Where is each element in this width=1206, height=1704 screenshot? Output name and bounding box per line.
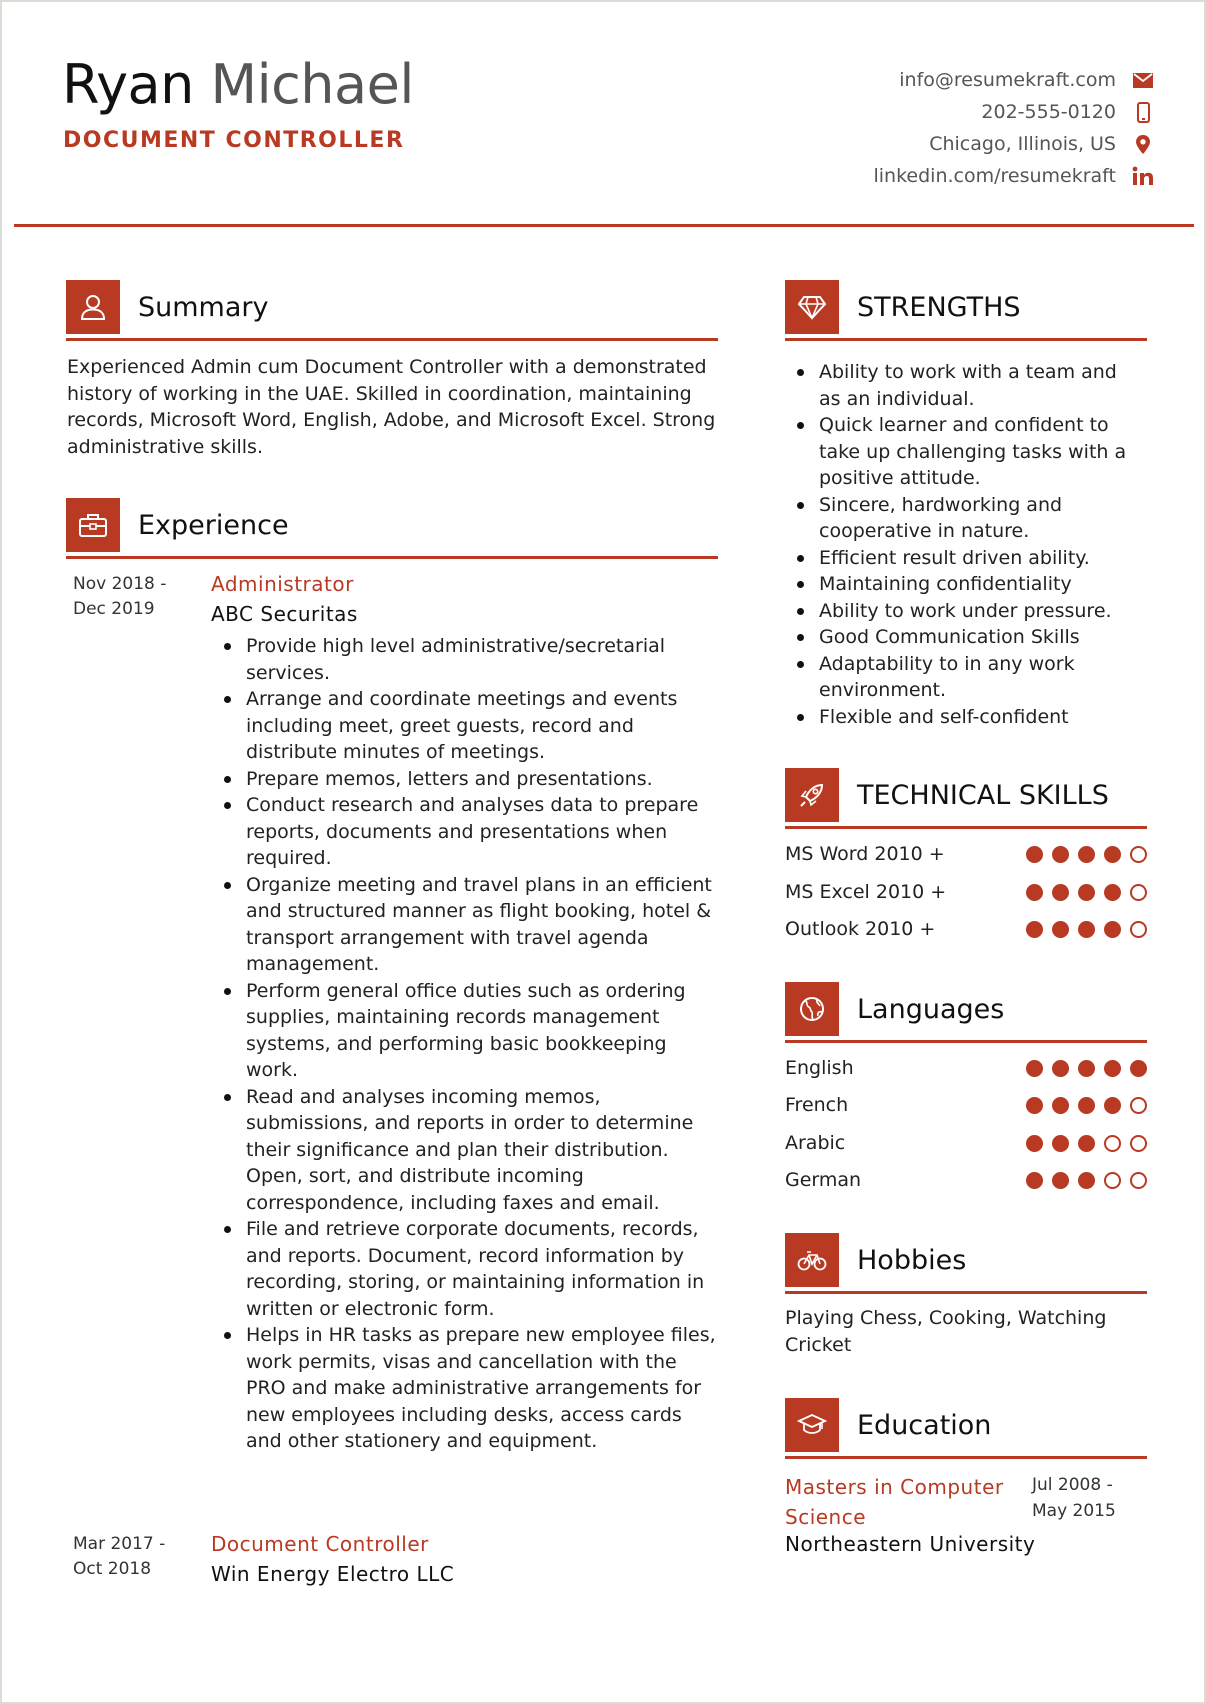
hobbies-heading (785, 1233, 966, 1287)
language-row (785, 1165, 1147, 1195)
rating-dots (1026, 1097, 1147, 1114)
header-divider (14, 224, 1194, 227)
job-company: Win Energy Electro LLC (211, 1562, 455, 1586)
job-role: Administrator (211, 572, 354, 596)
summary-divider (66, 338, 718, 341)
rating-dot-filled (1078, 1097, 1095, 1114)
rating-dots (1026, 1135, 1147, 1152)
strengths-heading (785, 280, 1021, 334)
globe-icon (785, 982, 839, 1036)
rating-dot-empty (1130, 1135, 1147, 1152)
strengths-title: STRENGTHS (857, 291, 1021, 323)
bicycle-icon (785, 1233, 839, 1287)
rating-dot-empty (1130, 1097, 1147, 1114)
technical-skills-heading (785, 768, 1109, 822)
resume-page (2, 2, 1204, 1702)
contact-linkedin[interactable] (694, 160, 1154, 192)
list-item: Conduct research and analyses data to prepare reports, documents and presentations when required. (212, 792, 722, 872)
first-name: Ryan (62, 53, 194, 116)
rating-dot-filled (1052, 921, 1069, 938)
rating-dot-filled (1052, 1135, 1069, 1152)
rating-dot-filled (1078, 1135, 1095, 1152)
job-date (73, 572, 166, 622)
rating-dot-filled (1052, 884, 1069, 901)
hobbies-divider (785, 1291, 1147, 1294)
experience-heading (66, 498, 289, 552)
rating-dot-filled (1078, 846, 1095, 863)
language-name: French (785, 1094, 849, 1116)
summary-text: Experienced Admin cum Document Controller with a demonstrated history of working in the UAE. Skilled in coordination, maintaining records, Microsoft Word, English, Adobe, and Microsoft Excel. Strong administrative skills. (67, 356, 716, 458)
job-role: Document Controller (211, 1532, 429, 1556)
user-icon (66, 280, 120, 334)
list-item: Organize meeting and travel plans in an efficient and structured manner as flight booking, hotel & transport arrangement with travel agenda management. (212, 872, 722, 978)
strengths-divider (785, 338, 1147, 341)
languages-title: Languages (857, 993, 1005, 1025)
email-text[interactable]: info@resumekraft.com (899, 69, 1116, 91)
language-row (785, 1128, 1147, 1158)
skill-name: MS Word 2010 + (785, 843, 945, 865)
rating-dot-filled (1026, 1097, 1043, 1114)
education-title: Education (857, 1409, 992, 1441)
job-date-end: Dec 2019 (73, 599, 155, 619)
rating-dot-filled (1026, 1172, 1043, 1189)
list-item: File and retrieve corporate documents, records, and reports. Document, record information by recording, storing, or maintaining information in written or electronic form. (212, 1216, 722, 1322)
list-item: Efficient result driven ability. (785, 545, 1135, 572)
skill-name: Outlook 2010 + (785, 918, 936, 940)
graduation-cap-icon (785, 1398, 839, 1452)
experience-title: Experience (138, 509, 289, 541)
rating-dot-empty (1104, 1172, 1121, 1189)
phone-text[interactable]: 202-555-0120 (981, 101, 1116, 123)
education-date-start: Jul 2008 - (1032, 1475, 1113, 1495)
rating-dot-filled (1052, 1060, 1069, 1077)
list-item: Ability to work with a team and as an individual. (785, 359, 1135, 412)
rating-dot-empty (1130, 921, 1147, 938)
rating-dot-empty (1130, 846, 1147, 863)
rating-dot-filled (1026, 846, 1043, 863)
job-date (73, 1532, 165, 1582)
languages-divider (785, 1040, 1147, 1043)
rating-dot-filled (1078, 884, 1095, 901)
candidate-name (62, 53, 414, 116)
list-item: Perform general office duties such as ordering supplies, maintaining records management systems, and performing basic bookkeeping work. (212, 978, 722, 1084)
phone-icon (1132, 101, 1154, 123)
language-name: Arabic (785, 1132, 846, 1154)
language-row (785, 1053, 1147, 1083)
job-date-start: Mar 2017 - (73, 1534, 166, 1554)
linkedin-icon (1132, 165, 1154, 187)
education-divider (785, 1456, 1147, 1459)
contact-location (694, 128, 1154, 160)
rating-dot-filled (1078, 921, 1095, 938)
job-title: DOCUMENT CONTROLLER (63, 128, 405, 153)
briefcase-icon (66, 498, 120, 552)
technical-skills-title: TECHNICAL SKILLS (857, 779, 1109, 811)
rating-dot-filled (1078, 1172, 1095, 1189)
rating-dot-filled (1104, 846, 1121, 863)
rating-dot-filled (1026, 921, 1043, 938)
rating-dot-empty (1130, 1172, 1147, 1189)
list-item: Prepare memos, letters and presentations. (212, 766, 722, 793)
hobbies-text: Playing Chess, Cooking, Watching Cricket (785, 1307, 1107, 1356)
rating-dot-filled (1052, 846, 1069, 863)
rating-dot-filled (1052, 1097, 1069, 1114)
list-item: Sincere, hardworking and cooperative in nature. (785, 492, 1135, 545)
skill-row (785, 839, 1147, 869)
list-item: Maintaining confidentiality (785, 571, 1135, 598)
skill-name: MS Excel 2010 + (785, 881, 947, 903)
list-item: Good Communication Skills (785, 624, 1135, 651)
summary-heading (66, 280, 268, 334)
list-item: Arrange and coordinate meetings and events including meet, greet guests, record and distribute minutes of meetings. (212, 686, 722, 766)
job-date-end: Oct 2018 (73, 1559, 152, 1579)
list-item: Adaptability to in any work environment. (785, 651, 1135, 704)
rating-dots (1026, 1172, 1147, 1189)
degree-name: Masters in Computer Science (785, 1475, 1004, 1529)
location-pin-icon (1132, 133, 1154, 155)
list-item: Provide high level administrative/secretarial services. (212, 633, 722, 686)
rating-dots (1026, 884, 1147, 901)
strengths-list (785, 359, 1135, 730)
language-row (785, 1090, 1147, 1120)
diamond-icon (785, 280, 839, 334)
rating-dots (1026, 846, 1147, 863)
job-bullet-list (212, 633, 722, 1455)
rating-dots (1026, 921, 1147, 938)
contact-block (694, 64, 1154, 192)
skill-row (785, 877, 1147, 907)
rating-dot-filled (1104, 1097, 1121, 1114)
list-item: Read and analyses incoming memos, submissions, and reports in order to determine their significance and plan their distribution. Open, sort, and distribute incoming correspondence, including faxes and email. (212, 1084, 722, 1217)
hobbies-title: Hobbies (857, 1244, 967, 1276)
list-item: Helps in HR tasks as prepare new employee files, work permits, visas and cancellation with the PRO and make administrative arrangements for new employees including desks, access cards and other stationery and equipment. (212, 1322, 722, 1455)
technical-skills-divider (785, 826, 1147, 829)
job-company: ABC Securitas (211, 602, 358, 626)
rating-dot-filled (1078, 1060, 1095, 1077)
languages-heading (785, 982, 1004, 1036)
list-item: Flexible and self-confident (785, 704, 1135, 731)
rating-dot-filled (1026, 1060, 1043, 1077)
rocket-icon (785, 768, 839, 822)
language-name: English (785, 1057, 854, 1079)
language-name: German (785, 1169, 862, 1191)
last-name: Michael (210, 53, 414, 116)
list-item: Quick learner and confident to take up challenging tasks with a positive attitude. (785, 412, 1135, 492)
education-date (1032, 1472, 1116, 1524)
rating-dot-filled (1026, 1135, 1043, 1152)
education-date-end: May 2015 (1032, 1501, 1116, 1521)
envelope-icon (1132, 69, 1154, 91)
rating-dot-filled (1104, 1060, 1121, 1077)
linkedin-text[interactable]: linkedin.com/resumekraft (873, 165, 1116, 187)
rating-dot-filled (1104, 884, 1121, 901)
rating-dot-filled (1052, 1172, 1069, 1189)
experience-divider (66, 556, 718, 559)
skill-row (785, 914, 1147, 944)
location-text: Chicago, Illinois, US (929, 133, 1116, 155)
rating-dot-empty (1130, 884, 1147, 901)
job-date-start: Nov 2018 - (73, 574, 167, 594)
contact-email[interactable] (694, 64, 1154, 96)
rating-dots (1026, 1060, 1147, 1077)
contact-phone[interactable] (694, 96, 1154, 128)
school-name: Northeastern University (785, 1532, 1036, 1556)
rating-dot-empty (1104, 1135, 1121, 1152)
education-heading (785, 1398, 991, 1452)
list-item: Ability to work under pressure. (785, 598, 1135, 625)
rating-dot-filled (1026, 884, 1043, 901)
rating-dot-filled (1130, 1060, 1147, 1077)
rating-dot-filled (1104, 921, 1121, 938)
summary-title: Summary (138, 291, 269, 323)
